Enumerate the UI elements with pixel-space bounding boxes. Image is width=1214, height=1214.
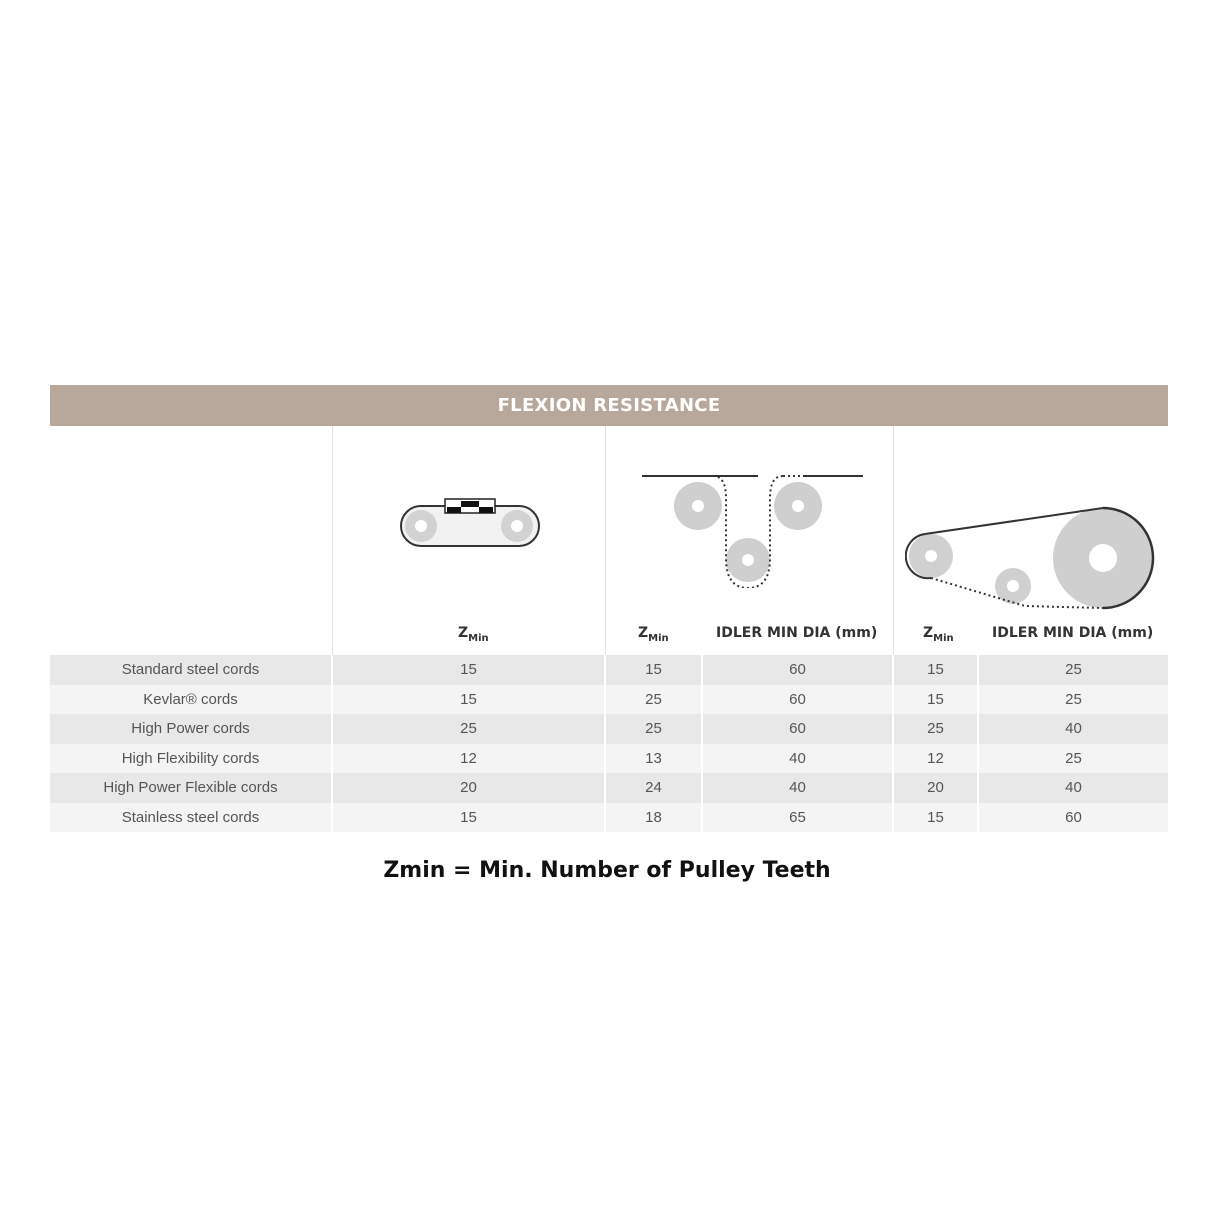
row-label: High Power Flexible cords (50, 773, 331, 803)
zmin-value-1: 15 (333, 803, 604, 833)
zmin-value-1: 12 (333, 744, 604, 774)
idler-value-1: 40 (703, 773, 892, 803)
zmin-value-2: 25 (606, 685, 701, 715)
divider (605, 426, 606, 655)
idler-value-1: 60 (703, 714, 892, 744)
zmin-header-1: $Z_{Min}$ (458, 625, 489, 644)
zmin-value-1: 15 (333, 685, 604, 715)
zmin-header-3: $Z_{Min}$ (923, 625, 954, 644)
zmin-value-1: 20 (333, 773, 604, 803)
idler-value-1: 60 (703, 685, 892, 715)
idler-value-2: 25 (979, 744, 1168, 774)
row-label: High Flexibility cords (50, 744, 331, 774)
idler-value-1: 40 (703, 744, 892, 774)
idler-value-2: 25 (979, 655, 1168, 685)
table-row (50, 685, 1168, 715)
table-title: FLEXION RESISTANCE (50, 385, 1168, 426)
table-body (50, 655, 1168, 832)
zmin-value-1: 15 (333, 655, 604, 685)
row-label: Kevlar® cords (50, 685, 331, 715)
row-label: Stainless steel cords (50, 803, 331, 833)
table-row (50, 803, 1168, 833)
table-row (50, 773, 1168, 803)
zmin-value-3: 15 (894, 685, 977, 715)
zmin-value-2: 13 (606, 744, 701, 774)
zmin-value-2: 18 (606, 803, 701, 833)
divider (332, 426, 333, 655)
idler-value-2: 60 (979, 803, 1168, 833)
divider (893, 426, 894, 655)
zmin-value-2: 15 (606, 655, 701, 685)
zmin-value-3: 12 (894, 744, 977, 774)
zmin-value-2: 25 (606, 714, 701, 744)
table-row (50, 714, 1168, 744)
idler-value-2: 40 (979, 714, 1168, 744)
idler-value-1: 65 (703, 803, 892, 833)
header-row (50, 426, 1168, 655)
idler-header-1: IDLER MIN DIA (mm) (716, 625, 878, 641)
zmin-value-2: 24 (606, 773, 701, 803)
idler-value-2: 40 (979, 773, 1168, 803)
zmin-header-2: $Z_{Min}$ (638, 625, 669, 644)
idler-value-2: 25 (979, 685, 1168, 715)
row-label: Standard steel cords (50, 655, 331, 685)
table-row (50, 744, 1168, 774)
zmin-value-3: 20 (894, 773, 977, 803)
row-label: High Power cords (50, 714, 331, 744)
idler-value-1: 60 (703, 655, 892, 685)
serpentine-belt-diagram (638, 458, 863, 588)
zmin-value-3: 25 (894, 714, 977, 744)
zmin-value-3: 15 (894, 803, 977, 833)
idler-header-2: IDLER MIN DIA (mm) (992, 625, 1154, 641)
two-pulley-belt-diagram (395, 494, 545, 554)
drive-pulley-belt-diagram (905, 506, 1160, 616)
zmin-value-1: 25 (333, 714, 604, 744)
footnote: Zmin = Min. Number of Pulley Teeth (383, 858, 831, 883)
zmin-value-3: 15 (894, 655, 977, 685)
table-row (50, 655, 1168, 685)
flexion-resistance-table (50, 385, 1168, 832)
